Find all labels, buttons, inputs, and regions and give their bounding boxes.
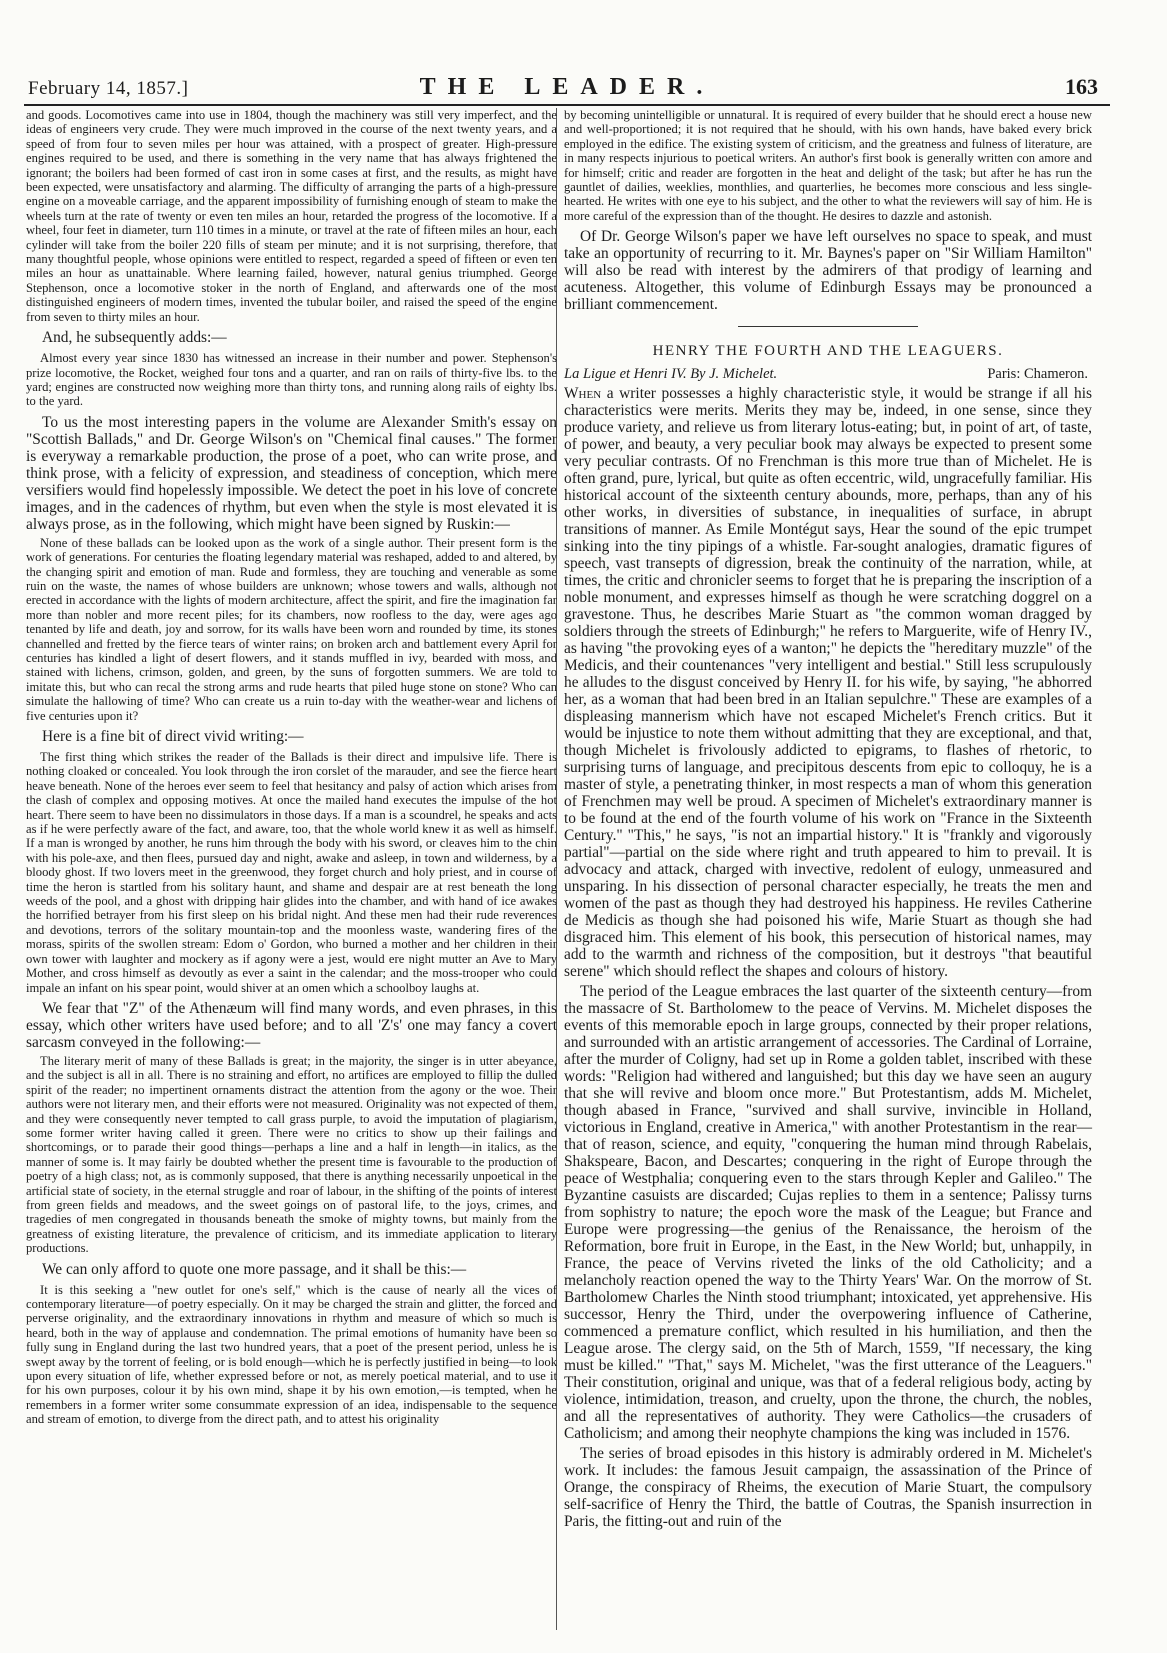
paragraph: To us the most interesting papers in the volume are Alexander Smith's essay on "Scottish Ballads," and Dr. George Wilson's on "Chemical final causes." The former is everyway a remarkable production, the prose of a poet, who can write prose, and think prose, with a felicity of expression, and steadiness of conception, which mere versifiers would find hopelessly impossible. We detect the poet in his love of concrete images, and in the cadences of rhythm, but even when the style is most elevated it is always prose, as in the following, which might have been signed by Ruskin:— <box>26 413 557 533</box>
paragraph: Here is a fine bit of direct vivid writing:— <box>42 728 304 745</box>
citation-text: La Ligue et Henri IV. By J. Michelet. <box>564 366 778 383</box>
article-title: HENRY THE FOURTH AND THE LEAGUERS. <box>652 343 1004 360</box>
quote-block: Almost every year since 1830 has witnessed an increase in their number and power. Stephenson's prize locomotive, the Rocket, weighed four tons and a quarter, and ran on rails of thirty-five lbs. to the yard; engines are constructed now weighing more than thirty tons, and running along rails of eighty lbs. to the yard. <box>26 351 557 409</box>
paragraph: Of Dr. George Wilson's paper we have left ourselves no space to speak, and must take an opportunity of recurring to it. Mr. Baynes's paper on "Sir William Hamilton" will also be read with interest by the admirers of that prodigy of learning and acuteness. Altogether, this volume of Edinburgh Essays may be pronounced a brilliant commencement. <box>564 228 1092 314</box>
paragraph: The series of broad episodes in this history is admirably ordered in M. Michelet's work. It includes: the famous Jesuit campaign, the assassination of the Prince of Orange, the conspiracy of Rheims, the execution of Marie Stuart, the compulsory self-sacrifice of Henry the Third, the battle of Coutras, the Spanish insurrection in Paris, the fitting-out and ruin of the <box>564 1445 1092 1531</box>
paragraph: We can only afford to quote one more passage, and it shall be this:— <box>42 1260 467 1278</box>
paragraph: We fear that "Z" of the Athenæum will find many words, and even phrases, in this essay, which other writers have used before; and to all 'Z's' one may fancy a covert sarcasm conveyed in the following:— <box>26 999 557 1051</box>
page-header <box>24 72 1110 104</box>
masthead-title: THE LEADER. <box>419 74 715 100</box>
issue-date: February 14, 1857.] <box>28 78 189 99</box>
paragraph: And, he subsequently adds:— <box>42 329 227 347</box>
quote-block: The first thing which strikes the reader of the Ballads is their direct and impulsive life. There is nothing cloaked or concealed. You look through the iron corslet of the marauder, and see the fierce heart heave beneath. None of the heroes ever seem to feel that hesitancy and palsy of action which arises from the clash of complex and opposing motives. At once the mailed hand executes the impulse of the hot heart. There seem to have been no dissimulators in those days. If a man is a scoundrel, he speaks and acts as if he were perfectly aware of the fact, and aware, too, that the whole world knew it as well as himself. If a man is wronged by another, he runs him through the body with his sword, or cleaves him to the chin with his pole-axe, and then flees, pursued day and night, awake and asleep, in town and wilderness, by a bloody ghost. If two lovers meet in the greenwood, they forget church and holy priest, and in course of time the heron is startled from his solitary haunt, and shame and despair are at rest beneath the long weeds of the pool, and a ghost with dripping hair glides into the chamber, and with hand of ice awakes the horrified betrayer from his first sleep on his bridal night. And these men had their rude reverences and devotions, terrors of the solitary mountain-top and the moonless waste, wandering fires of the morass, spirits of the swollen stream: Edom o' Gordon, who burned a mother and her children in their own tower with laughter and mockery as if agony were a jest, would ere night mutter an Ave to Mary Mother, and cross himself as devoutly as ever a saint in the calendar; and the moss-trooper who could impale an infant on his spear point, would shiver at an omen which a schoolboy laughs at. <box>26 750 557 995</box>
left-column <box>26 108 557 1432</box>
quote-block: It is this seeking a "new outlet for one's self," which is the cause of nearly all the vices of contemporary literature—of poetry especially. On it may be charged the strain and glitter, the forced and perverse originality, and the extraordinary innovations in rhythm and measure of which so much is heard, both in the way of applause and condemnation. The primal emotions of humanity have been so fully sung in England during the last two hundred years, that a poet of the present period, unless he is swept away by the torrent of feeling, or is bold enough—which he is perfectly justified in being—to look upon every situation of life, whether expressed before or not, as merely poetical material, and to use it for his own purposes, colour it by his own mind, shape it by his own emotion,—is tempted, when he remembers in a former writer some consummate expression of an idea, indispensable to the sequence and stream of emotion, to diverge from the direct path, and to attest his originality <box>26 1282 557 1427</box>
section-separator <box>738 326 918 327</box>
book-citation <box>564 366 1092 383</box>
paragraph-body: a writer possesses a highly characteristic style, it would be strange if all his characteristics were merits. Merits they may be, indeed, in one sense, since they produce variety, and relieve us from literary lotus-eating; but, in point of art, of taste, of power, and beauty, a very peculiar book may always be expected to present some very peculiar contrasts. Of no Frenchman is this more true than of Michelet. He is often grand, pure, lyrical, but quite as often eccentric, wild, ungracefully familiar. His historical account of the sixteenth century abounds, more, perhaps, than any of his other works, in diversities of substance, in inequalities of surface, in abrupt transitions of manner. As Emile Montégut says, Hear the sound of the epic trumpet sinking into the tiny pipings of a whistle. Far-sought analogies, dramatic figures of speech, vast transepts of digression, break the continuity of the narration, while, at times, the critic and chronicler seems to forget that he is preparing the inscription of a noble monument, and expresses himself as though he were scratching doggrel on a gravestone. Thus, he describes Marie Stuart as "the common woman dragged by soldiers through the streets of Edinburgh;" he refers to Marguerite, wife of Henry IV., as having "the provoking eyes of a wanton;" he depicts the "hereditary muzzle" of the Medicis, and their countenances "very intelligent and bestial." Still less scrupulously he alludes to the disgust conceived by Henry II. for his wife, by saying, "he abhorred her, as a woman that had been bred in an Italian sepulchre." These are examples of a displeasing mannerism which have not escaped Michelet's French critics. But it would be injustice to note them without admitting that they are exceptional, and that, though Michelet is frivolously addicted to epigrams, to flashes of rhetoric, to surprising turns of language, and precipitous descents from epic to colloquy, he is a master of style, a penetrating thinker, in most respects a man of whom this generation of Frenchmen may well be proud. A specimen of Michelet's extraordinary manner is to be found at the end of the fourth volume of his work on "France in the Sixteenth Century." "This," he says, "is not an impartial history." It is "frankly and vigorously partial"—partial on the side where right and truth appeared to him to prevail. It is advocacy and attack, charged with invective, redolent of eulogy, unmeasured and unsparing. In his dissection of personal character especially, he treats the men and women of the past as though they had destroyed his happiness. He reviles Catherine de Medicis as though she had poisoned his wife, Marie Stuart as though she had disgraced him. This element of his book, this persecution of historical names, may add to the warmth and richness of the composition, but it destroys "that beautiful serene" which should reflect the shapes and colours of history. <box>564 385 1092 981</box>
paragraph: The period of the League embraces the last quarter of the sixteenth century—from the massacre of St. Bartholomew to the peace of Vervins. M. Michelet disposes the events of this memorable epoch in large groups, connected by their proper relations, and surrounded with an artistic arrangement of accessories. The Cardinal of Lorraine, after the murder of Coligny, had set up in Rome a golden tablet, inscribed with these words: "Religion had withered and languished; but this day we have seen an augury that she will revive and bloom once more." But Protestantism, adds M. Michelet, though abased in France, "survived and shall survive, invincible in Holland, victorious in England, creative in America," with another Protestantism in the rear—that of reason, science, and equity, "conquering the human mind through Rabelais, Shakspeare, Bacon, and Descartes; conquering in the right of Europe through the peace of Westphalia; conquering even to the stars through Kepler and Galileo." The Byzantine casuists are discarded; Cujas replies to them in a sentence; Palissy turns from sophistry to nature; the epoch wore the mask of the League; but France and Europe were progressing—the genius of the Renaissance, the heroism of the Reformation, bore fruit in Europe, in the East, in the New World; but, unhappily, in France, the peace of Vervins riveted the links of the old Catholicity; and a melancholy reaction opened the way to the Thirty Years' War. On the morrow of St. Bartholomew Charles the Ninth stood triumphant; intoxicated, yet apprehensive. His successor, Henry the Third, under the overpowering influence of Catherine, commenced a premature conflict, which resulted in his humiliation, and then the League arose. The clergy said, on the 5th of March, 1559, "If necessary, the king must be killed." "That," says M. Michelet, "was the first utterance of the Leaguers." Their constitution, original and unique, was that of a federal religious body, acting by violence, intimidation, treason, and cruelty, upon the throne, the church, the nobles, and all the representatives of authority. They were Catholics—the crusaders of Catholicism; and among their neophyte champions the king was included in 1576. <box>564 983 1092 1443</box>
page-number: 163 <box>1065 74 1098 99</box>
lead-word: When <box>564 385 602 403</box>
quote-block: by becoming unintelligible or unnatural. It is required of every builder that he should erect a house new and well-proportioned; it is not required that he should, with his own hands, have baked every brick employed in the edifice. The existing system of criticism, and the greatness and fulness of literature, are in many respects injurious to poetical writers. An author's first book is generally written con amore and for himself; critic and reader are forgotten in the heat and delight of the task; but after he has run the gauntlet of dailies, weeklies, monthlies, and quarterlies, he becomes more conscious and less single-hearted. He writes with one eye to his subject, and the other to what the reviewers will say of him. He is more careful of the expression than of the thought. He desires to dazzle and astonish. <box>564 108 1092 223</box>
quote-block: The literary merit of many of these Ballads is great; in the majority, the singer is in utter abeyance, and the subject is all in all. There is no straining and effort, no artifices are employed to fillip the dulled spirit of the reader; no impertinent ornaments distract the attention from the agony or the woe. Their authors were not literary men, and their efforts were not measured. Originality was not expected of them, and they were consequently never tempted to call grass purple, to avoid the imputation of plagiarism, some former writer having called it green. There were no critics to show up their failings and shortcomings, or to parade their good things—perhaps a line and a half in length—in italics, as the manner of some is. It may fairly be doubted whether the present time is favourable to the production of poetry of a high class; not, as is commonly supposed, that there is anything necessarily unpoetical in the artificial state of society, in the eternal struggle and roar of labour, in the shifting of the points of interest from green fields and meadows, and the sweet goings on of pastoral life, to the joys, crimes, and tragedies of men congregated in thousands beneath the smoke of mighty towns, but mainly from the greatness of existing literature, the prevalence of criticism, and its immediate application to literary productions. <box>26 1053 557 1256</box>
right-column <box>564 108 1092 1533</box>
quote-block: None of these ballads can be looked upon as the work of a single author. Their present form is the work of generations. For centuries the floating legendary material was reshaped, added to and altered, by the changing spirit and emotion of man. Rude and formless, they are touching and venerable as some ruin on the waste, the names of whose builders are unknown; whose towers and walls, although not erected in accordance with the lights of modern architecture, affect the spirit, and fire the imagination far more than nobler and more recent piles; for its chambers, now roofless to the day, were ages ago tenanted by life and death, joy and sorrow, for its walls have been worn and rounded by time, its stones channelled and fretted by the fierce tears of winter rains; on broken arch and battlement every April for centuries has kindled a light of desert flowers, and it stands muffled in ivy, bearded with moss, and stained with lichens, crimson, golden, and green, by the suns of forgotten summers. We are told to imitate this, but who can recal the strong arms and rude hearts that piled huge stone on stone? Who can simulate the hallowing of time? Who can create us a ruin to-day with the weather-wear and lichens of five centuries upon it? <box>26 535 557 723</box>
publisher: Paris: Chameron. <box>987 366 1088 383</box>
paragraph: and goods. Locomotives came into use in 1804, though the machinery was still very imperfect, and the ideas of engineers very crude. They were much improved in the course of the next twenty years, and a speed of from four to seven miles per hour was attained, with a prospect of greater. High-pressure engines required to be used, and there is something in the very name that has always frightened the ignorant; the boilers had been formed of cast iron in some cases at first, and the results, as might have been expected, were unsatisfactory and alarming. The difficulty of arranging the parts of a high-pressure engine on a moveable carriage, and the apparent impossibility of furnishing enough of steam to make the wheels turn at the rate of twenty or even ten miles an hour, retarded the progress of the locomotive. If a wheel, four feet in diameter, turn 110 times in a minute, or travel at the rate of fifteen miles an hour, each cylinder will take from the boiler 220 fills of steam per minute; and it is not surprising, therefore, that many thoughtful people, whose opinions were entitled to respect, regarded a speed of fifteen or even ten miles an hour as unattainable. Where learning failed, however, natural genius triumphed. George Stephenson, once a locomotive stoker in the north of England, and afterwards one of the most distinguished engineers of modern times, invented the tubular boiler, and raised the speed of the engine from seven to thirty miles an hour. <box>26 108 557 324</box>
paragraph <box>564 385 1092 980</box>
header-rule <box>24 104 1110 106</box>
